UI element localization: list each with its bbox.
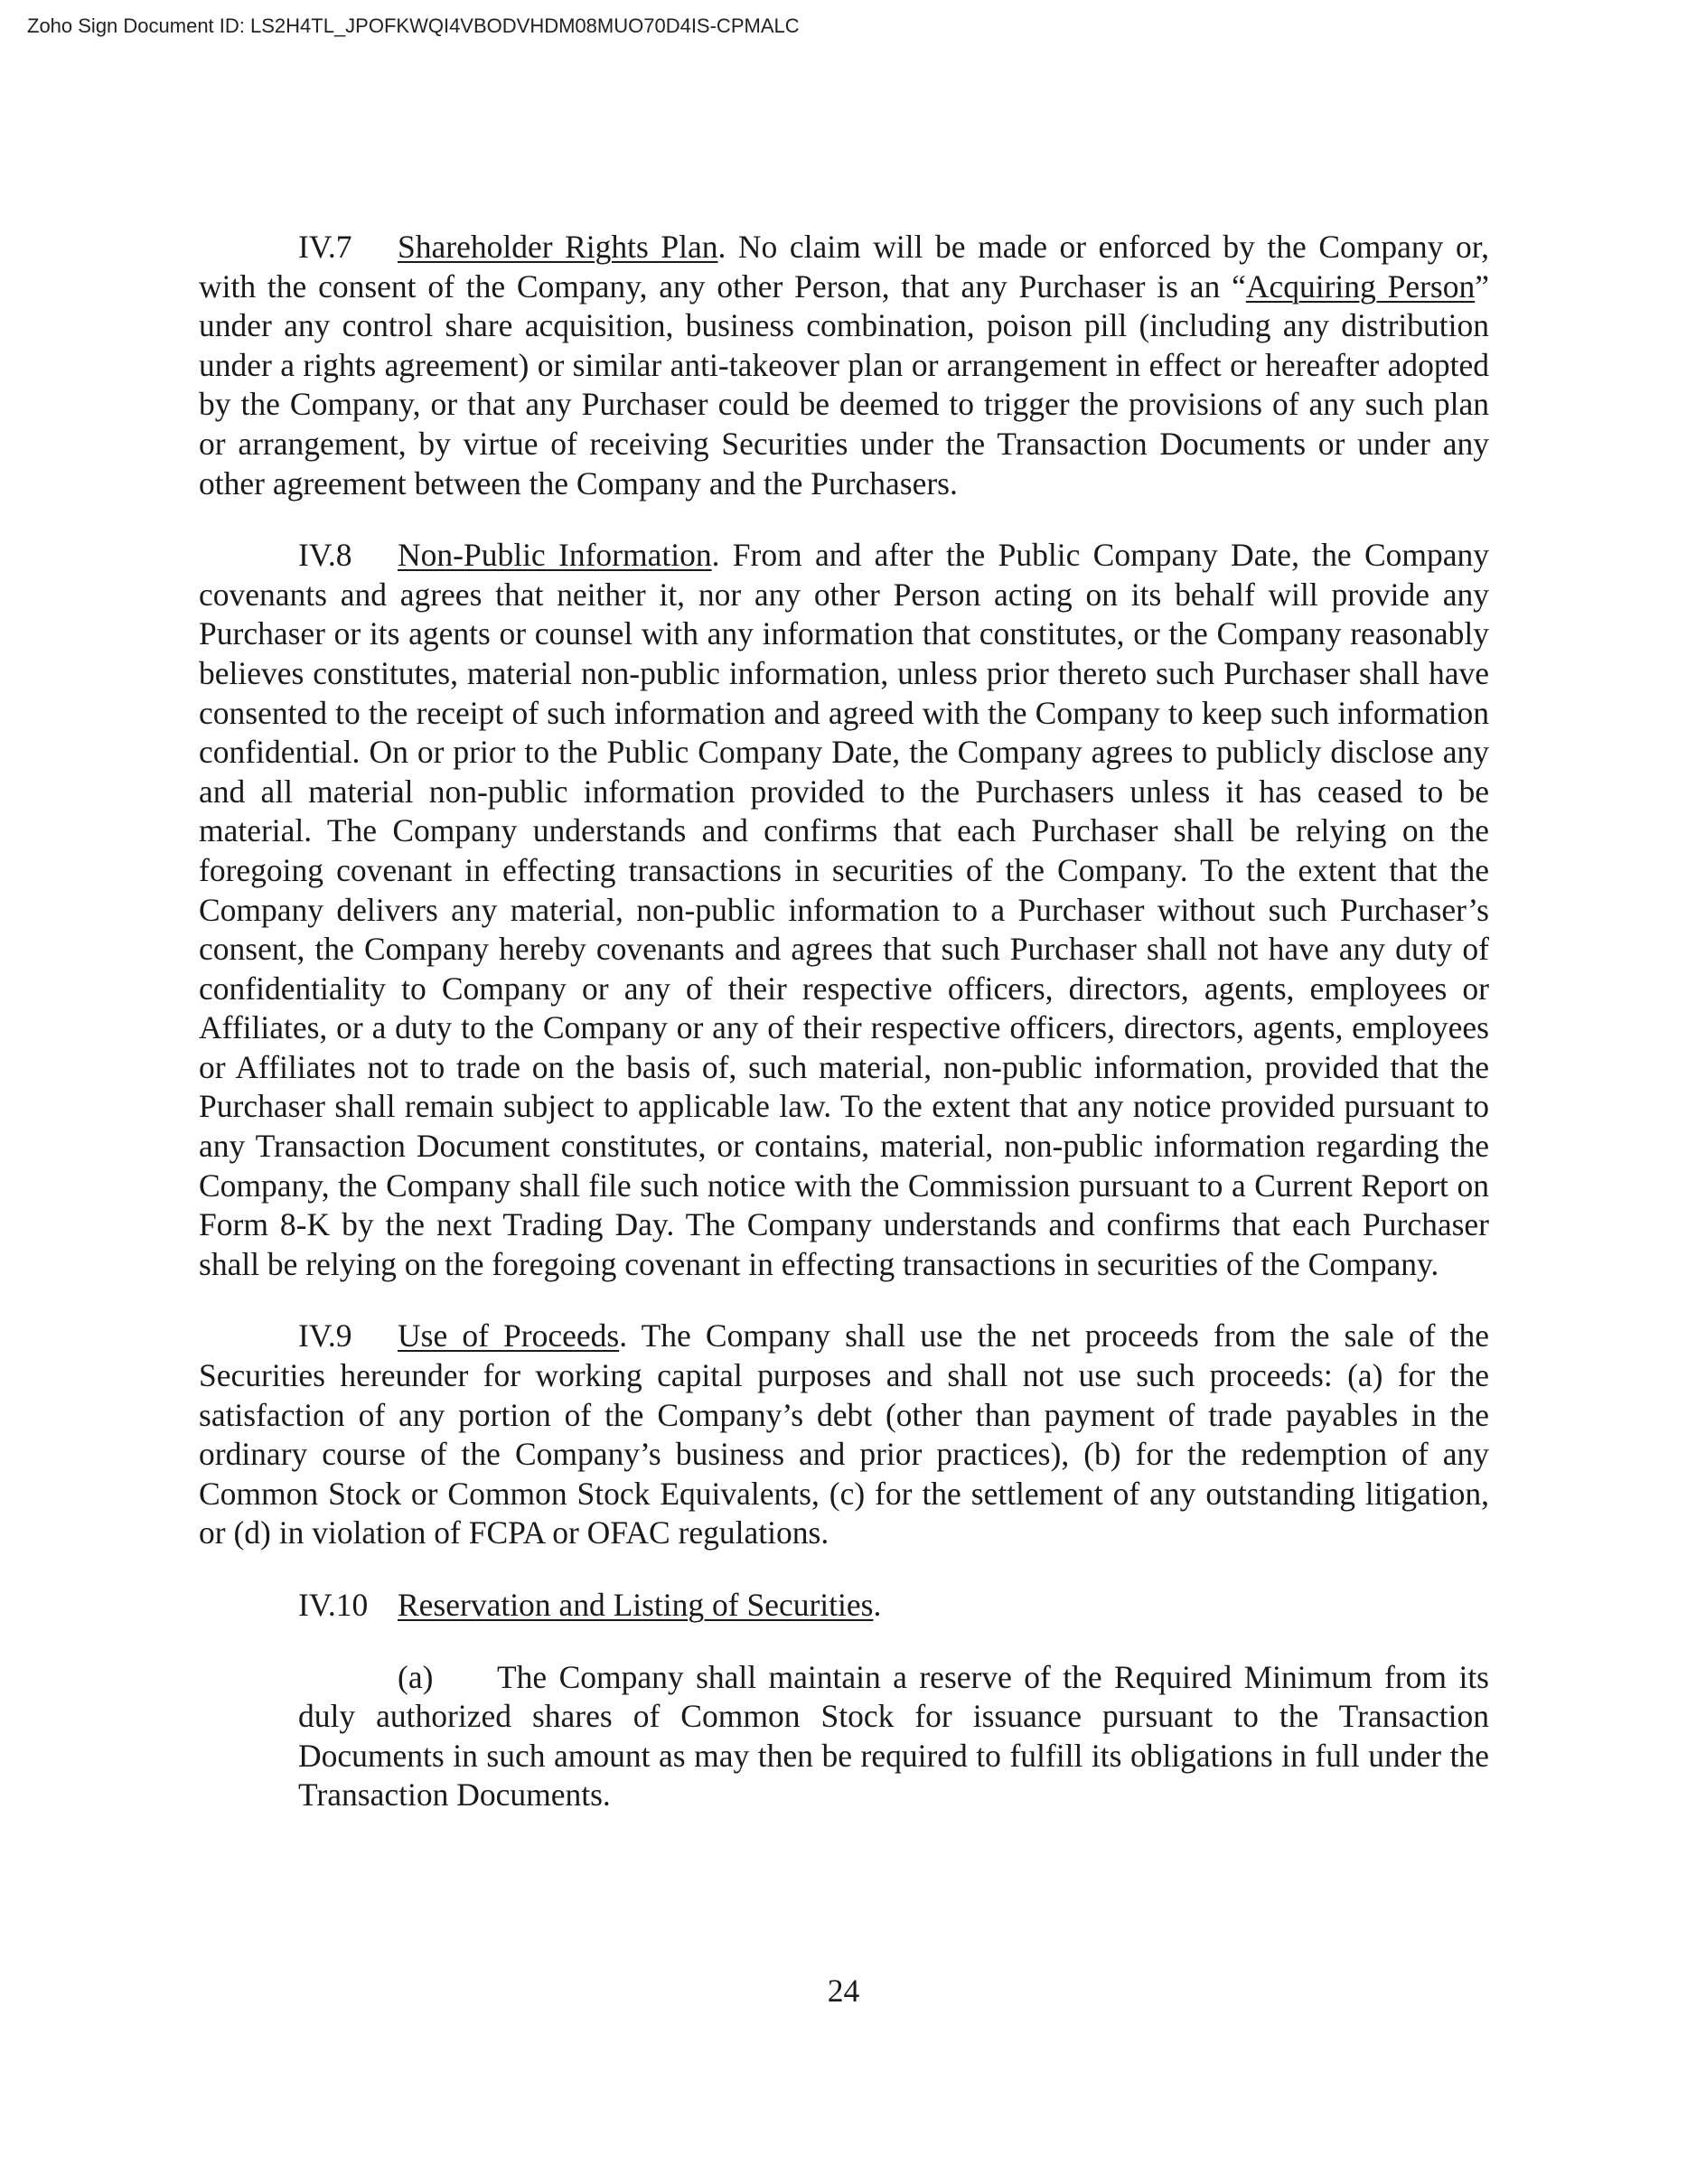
subsection-text: The Company shall maintain a reserve of the Required Minimum from its duly authorized shares of Common Stock for issuance pursuant to the Transaction Documents in such amount as may then be required to fulfill its obligations in full under the Transaction Documents. [298, 1658, 1489, 1814]
defined-term: Acquiring Person [1245, 267, 1476, 305]
section-text: . From and after the Public Company Date, the Company covenants and agrees that neither it, nor any other Person acting on its behalf will provide any Purchaser or its agents or counsel with any information that constitutes, or the Company reasonably believes constitutes, material non-public information, unless prior thereto such Purchaser shall have consented to the receipt of such information and agreed with the Company to keep such information confidential. On or prior to the Public Company Date, the Company agrees to publicly disclose any and all material non-public information provided to the Purchasers unless it has ceased to be material. The Company understands and confirms that each Purchaser shall be relying on the foregoing covenant in effecting transactions in securities of the Company. To the extent that the Company delivers any material, non-public information to a Purchaser without such Purchaser’s consent, the Company hereby covenants and agrees that such Purchaser shall not have any duty of confidentiality to Company or any of their respective officers, directors, agents, employees or Affiliates, or a duty to the Company or any of their respective officers, directors, agents, employees or Affiliates not to trade on the basis of, such material, non-public information, provided that the Purchaser shall remain subject to applicable law. To the extent that any notice provided pursuant to any Transaction Document constitutes, or contains, material, non-public information regarding the Company, the Company shall file such notice with the Commission pursuant to a Current Report on Form 8-K by the next Trading Day. The Company understands and confirms that each Purchaser shall be relying on the foregoing covenant in effecting transactions in securities of the Company. [199, 537, 1490, 1282]
section-heading: Use of Proceeds [398, 1317, 620, 1354]
section-iv-10 [199, 1586, 1489, 1626]
section-heading: Shareholder Rights Plan [398, 229, 718, 265]
section-number: IV.10 [298, 1587, 369, 1623]
section-iv-8 [199, 536, 1489, 1284]
section-number: IV.8 [298, 537, 352, 574]
section-text: . No claim will be made or enforced by the Company or, with the consent of the Company, any other Person, that any Purchaser is an “ [199, 229, 1489, 305]
section-text: ” under any control share acquisition, business combination, poison pill (including any distribution under a rights agreement) or similar anti-takeover plan or arrangement in effect or hereafter adopted by the Company, or that any Purchaser could be deemed to trigger the provisions of any such plan or arrangement, by virtue of receiving Securities under the Transaction Documents or under any other agreement between the Company and the Purchasers. [199, 267, 1489, 501]
page-number: 24 [827, 1973, 860, 2009]
section-text: . The Company shall use the net proceeds from the sale of the Securities hereunder for working capital purposes and shall not use such proceeds: (a) for the satisfaction of any portion of the Company’s debt (other than payment of trade payables in the ordinary course of the Company’s business and prior practices), (b) for the redemption of any Common Stock or Common Stock Equivalents, (c) for the settlement of any outstanding litigation, or (d) in violation of FCPA or OFAC regulations. [199, 1317, 1490, 1551]
subsection-a [199, 1658, 1489, 1815]
section-heading: Reservation and Listing of Securities [398, 1587, 874, 1623]
document-id-header: Zoho Sign Document ID: LS2H4TL_JPOFKWQI4VBODVHDM08MUO70D4IS-CPMALC [27, 14, 800, 37]
document-body [199, 228, 1489, 1815]
section-heading: Non-Public Information [398, 537, 712, 574]
heading-suffix: . [873, 1587, 882, 1623]
section-iv-7 [199, 228, 1489, 503]
section-number: IV.7 [298, 229, 352, 265]
section-number: IV.9 [298, 1317, 352, 1354]
section-iv-9 [199, 1317, 1489, 1553]
subsection-label: (a) [398, 1658, 434, 1695]
